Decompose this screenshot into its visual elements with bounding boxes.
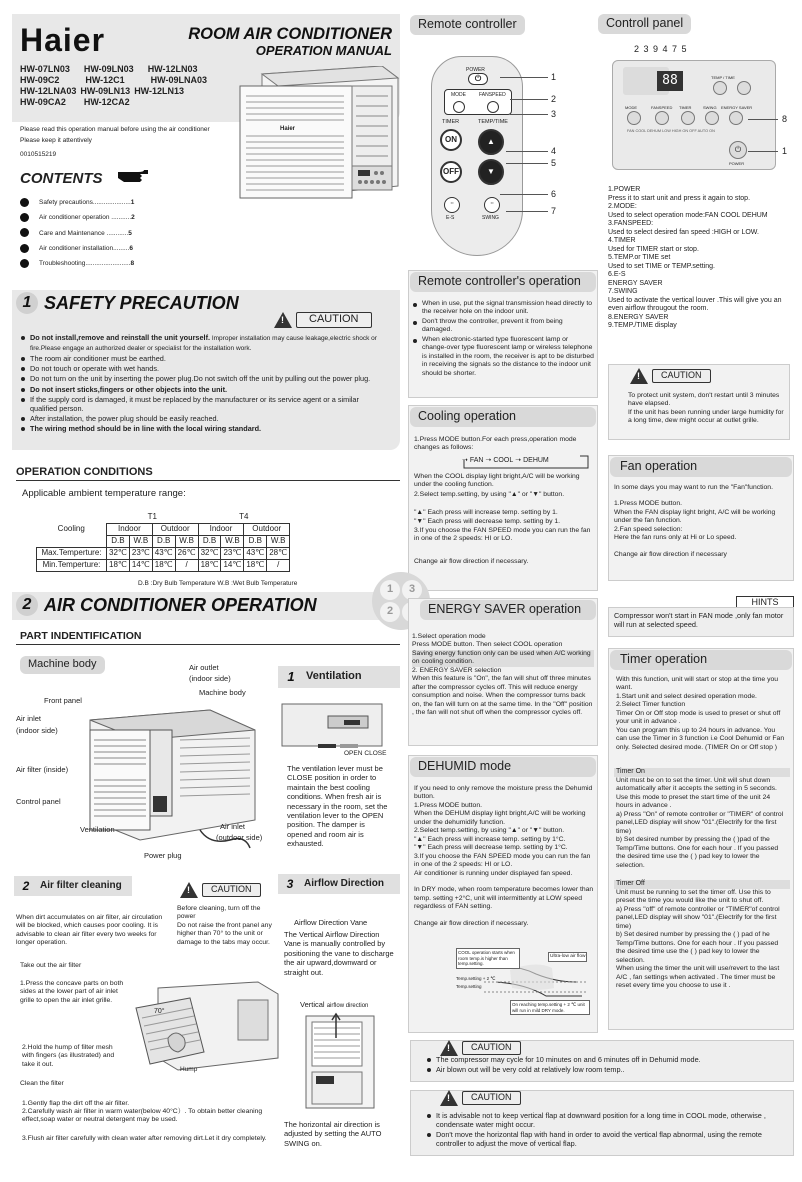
remote-callout: 3: [551, 109, 557, 119]
filter-clean-2: 2.Carefully wash air filter in warm water(below 40°C）. To obtain better cleaning effect,soap water or neutral detergent may be used.: [22, 1108, 263, 1124]
timer-panel-button[interactable]: [681, 111, 695, 125]
brand-logo: Haier: [20, 22, 106, 58]
safety-item: After installation, the power plug should be easily reached.: [20, 414, 388, 423]
panel-label: POWER: [729, 161, 745, 166]
filter-clean-3: 3.Flush air filter carefully with clean water after removing dirt.Let it dry completely.: [22, 1135, 267, 1142]
safety-caution: [274, 312, 372, 328]
filter-intro: When dirt accumulates on air filter, air circulation will be blocked, which causes poor cooling. It is advisable to clean air filter every two weeks for longer operation.: [16, 914, 163, 947]
ventilation-text: The ventilation lever must be CLOSE position in order to maintain the best cooling conditions. When fresh air is necessary in the room, set the ventilation lever to the OPEN position. The damper is opened and room air is exhausted.: [287, 764, 388, 848]
t4-header: T4: [198, 511, 290, 523]
vertical-airflow-diagram: [300, 1012, 380, 1112]
safety-item: The room air conditioner must be earthed.: [20, 354, 388, 363]
led-display: 88: [657, 71, 683, 91]
page-num: 3: [402, 580, 422, 600]
section-number: 3: [282, 876, 298, 892]
diagram-note: Ultra-low air flow: [548, 952, 587, 962]
contents-label: Safety precautions.....................: [39, 199, 131, 206]
remote-op-title: Remote controller's operation: [410, 272, 596, 292]
triangle-up-icon: ▲: [416, 835, 424, 843]
es-label: E-S: [446, 215, 455, 221]
panel-label: MODE: [625, 105, 637, 110]
contents-label: Care and Maintenance ............: [39, 229, 129, 237]
model: HW-12LN03: [147, 64, 198, 74]
timer-off-text: Unit must be running to set the timer off. Use this to preset the time you would like the unit to shut off. a) Press "off" of remote controller or "TIMER"of control panel,LED display will show "01".(Electrify for the first time) b) Set desired number by pressing the ( ) pad of he Temp/Time buttons. One for each hour . If you passed the desired time use the ( ) pad key to lower the selection. When using the timer the unit will use/revert to the last A/C , fan settings when activated . The timer must be reset every time you choose to use it .: [616, 889, 780, 990]
filter-caution-text: Before cleaning, turn off the power Do not raise the front panel any higher than 70° to the unit or damage to the tabs may occur.: [177, 905, 272, 946]
fanspeed-button[interactable]: [487, 101, 499, 113]
filter-caution: [180, 882, 261, 898]
panel-label: TIMER: [679, 105, 692, 110]
ventilation-title: Ventilation: [306, 670, 362, 683]
model: HW-09C2: [20, 75, 60, 85]
remote-op-list: [412, 300, 594, 379]
label-power-plug: Power plug: [144, 851, 182, 860]
safety-item: Do not turn on the unit by inserting the power plug.Do not switch off the unit by pulling out the power plug.: [20, 374, 388, 383]
safety-list: [20, 333, 388, 434]
contents-title: CONTENTS: [20, 170, 103, 187]
power-icon: ⏻: [734, 145, 742, 154]
panel-label: SWING: [703, 105, 717, 110]
vertical-label: Vertical airflow direction: [300, 1000, 369, 1009]
caution-label: CAUTION: [652, 369, 711, 382]
filter-clean-title: Clean the filter: [20, 1080, 64, 1087]
triangle-down-icon: ▼: [487, 167, 495, 176]
cycle-fan: FAN: [469, 456, 484, 464]
unit-logo: Haier: [280, 126, 296, 132]
contents-item[interactable]: [20, 195, 160, 210]
model: HW-09LNA03: [150, 75, 207, 85]
caution-bottom-1-header: [440, 1040, 521, 1056]
conditions-subtitle: Applicable ambient temperature range:: [22, 488, 186, 499]
dehumid-title: DEHUMID mode: [410, 757, 596, 777]
conditions-footnote: D.B :Dry Bulb Temperature W.B :Wet Bulb Temperature: [138, 580, 298, 587]
vent-open-close: [344, 750, 386, 758]
warning-icon: [180, 882, 198, 898]
panel-label: FANSPEED: [651, 105, 673, 110]
safety-item: Do not install,remove and reinstall the unit yourself. Improper installation may cause leakage,electric shock or fire.Please engage an authorized dealer or specialist for the installation work.: [20, 333, 388, 353]
remote-mode-group: [444, 89, 512, 115]
filter-header: [14, 876, 132, 896]
model: HW-12C1: [85, 75, 125, 85]
remote-callout: 6: [551, 189, 557, 199]
panel-callout-8: 8: [782, 114, 788, 124]
vent-close: CLOSE: [364, 750, 387, 757]
keep-note: Please keep it attentively: [20, 137, 92, 144]
panel-caution-text: To protect unit system, don't restart until 3 minutes have elapsed. If the unit has been running under large humidity for a long time, dew might occur at outlet grille.: [628, 392, 784, 425]
mode-button[interactable]: [453, 101, 465, 113]
safety-item: Do not touch or operate with wet hands.: [20, 364, 388, 373]
triangle-up-icon: ▲: [510, 491, 518, 498]
triangle-up-icon: ▲: [416, 509, 424, 516]
caution-label: CAUTION: [462, 1091, 521, 1104]
model-list: [20, 64, 240, 108]
timer-on-text: Unit must be on to set the timer. Unit will shut down automatically after it accepts the setting in 5 seconds. Use this mode to preset the start time of the unit 24 hours in advance . a) Press "On" of remote controller or "TIMER" of control panel,LED display will show "01".(Electrify for the first time) b) Set desired number by pressing the ( )pad of the Temp/Time buttons. One for each hour . If you passed the desired time use the ( ) pad key to lower the selection.: [616, 777, 784, 869]
panel-top-callouts: 2 3 9 4 7 5: [634, 44, 688, 54]
label-air-filter: Air filter (inside): [16, 765, 69, 774]
cooling-p7: Change air flow direction if necessary.: [414, 558, 529, 565]
page-num: 2: [380, 602, 400, 622]
list-item: When in use, put the signal transmission head directly to the receiver hole on the indoor unit.: [412, 300, 594, 317]
filter-diagram: [128, 978, 280, 1074]
section-number: 2: [16, 594, 38, 616]
temp-down-button[interactable]: [478, 159, 504, 185]
power-icon: ⏻: [474, 74, 482, 83]
cycle-cool: COOL: [493, 456, 514, 464]
label-air-inlet: Air inlet: [16, 714, 42, 723]
remote-controller: [431, 56, 523, 256]
contents-page: 5: [128, 229, 132, 237]
hints-label: HINTS: [736, 596, 794, 609]
fanspeed-label: FANSPEED: [479, 92, 506, 98]
warning-icon: [440, 1090, 458, 1106]
safety-header: [16, 292, 239, 315]
vent-open: OPEN: [344, 750, 363, 757]
diagram-note: COOL operation starts when room temp.is higher than temp.setting.: [456, 948, 520, 969]
energy-text: 1.Select operation mode Press MODE button. Then select COOL operation Saving energy function only can be used when A/C working on cooling condition. 2. ENERGY SAVER selection When this feature is "On", the fan will shut off three minutes after the compressor cycles off. This will reduce energy consumption and noise. When the compressor turns back on, the fan will turn on at the same time. In the "Off" position , the fan will not shut off when the compressor cycles off.: [412, 633, 593, 717]
vane-title: Airflow Direction Vane: [294, 918, 368, 927]
table-row: Min.Temperture: 18℃ 14℃ 18℃ / 18℃ 14℃ 18℃ /: [37, 559, 290, 571]
safety-item: If the supply cord is damaged, it must be replaced by the manufacturer or its service agent or a similar qualified person.: [20, 395, 388, 413]
manual-subtitle: OPERATION MANUAL: [255, 43, 392, 58]
mode-cycle: ➝ FAN ➝ COOL ➝ DEHUM: [462, 452, 592, 470]
on-button[interactable]: ON: [440, 129, 462, 151]
conditions-title: OPERATION CONDITIONS: [16, 466, 153, 478]
cooling-title: Cooling operation: [410, 407, 596, 427]
operation-header: [16, 594, 317, 617]
panel-label: ENERGY SAVER: [721, 105, 753, 110]
swing-label: SWING: [482, 215, 499, 221]
remote-power-label: POWER: [466, 67, 485, 73]
label-air-inlet-outdoor: Air inlet: [220, 822, 246, 831]
panel-caution: [630, 368, 711, 384]
machine-body-box: Machine body: [20, 656, 105, 674]
contents-page: 6: [129, 244, 133, 252]
warning-icon: [630, 368, 648, 384]
section-number: 1: [16, 292, 38, 314]
airflow-title: Airflow Direction: [304, 877, 385, 889]
triangle-up-icon: ▲: [487, 137, 495, 146]
operation-title: AIR CONDITIONER OPERATION: [44, 595, 317, 615]
manual-title: ROOM AIR CONDITIONER: [188, 25, 392, 43]
filter-hump-label: Hump: [180, 1066, 198, 1073]
timer-intro: With this function, unit will start or stop at the time you want. 1.Start unit and select desired operation mode. 2.Select Timer function Timer On or Off stop mode is used to preset or shut off your unit in advance . You can program this up to 24 hours in advance. You can use the Timer in 3 function i.e Cool Dehumid or Fan only. Selected desired mode. (TIMER On or Off stop ): [616, 676, 785, 751]
timer-off-title: Timer Off: [614, 880, 790, 889]
temp-up-panel-button[interactable]: [713, 81, 727, 95]
contents-label: Air conditioner operation ...........: [39, 214, 132, 222]
contents-page: 8: [130, 260, 135, 268]
pointing-hand-icon: [116, 166, 150, 190]
triangle-down-icon: ▼: [416, 844, 424, 852]
caution-bottom-2-header: [440, 1090, 521, 1106]
part-title: PART INDENTIFICATION: [20, 630, 142, 642]
remote-callout: 4: [551, 146, 557, 156]
panel-callout-1: 1: [782, 146, 788, 156]
safety-title: SAFETY PRECAUTION: [44, 293, 239, 313]
fan-text: In some days you may want to run the "Fan"function. 1.Press MODE button. When the FAN display light bright, A/C will be working under the fan function. 2.Fan speed selection: Here the fan runs only at Hi or Lo speed. Change air flow direction if necessary: [614, 484, 776, 558]
model: HW-12CA2: [83, 97, 130, 107]
ventilation-header: [278, 666, 400, 688]
part-rule: [16, 644, 400, 645]
cycle-dehum: DEHUM: [523, 456, 549, 464]
es-button[interactable]: ∙∙: [444, 197, 460, 213]
label-machine-body: Machine body: [199, 688, 246, 697]
energy-saver-panel-button[interactable]: [729, 111, 743, 125]
label-ventilation: Ventilation: [80, 825, 115, 834]
contents-label: Air conditioner installation.........: [39, 244, 130, 252]
filter-step-2: 2.Hold the hump of filter mesh with fingers (as illustrated) and take it out.: [22, 1044, 115, 1068]
mode-panel-button[interactable]: [627, 111, 641, 125]
contents-item[interactable]: [20, 241, 160, 256]
model: HW-12LNA03: [20, 86, 77, 96]
list-item: When electronic-started type fluorescent lamp or change-over type fluorescent lamp or wireless telephone is installed in the room, the receiver is apt to be disturbed in receiving the signals so the distance to the indoor unit should be shorter.: [412, 336, 594, 378]
diagram-note: Temp.setting: [456, 984, 482, 989]
power-button[interactable]: [468, 73, 488, 85]
caution-label: CAUTION: [202, 883, 261, 896]
doc-code: 0010515219: [20, 151, 57, 158]
caution-bottom-1-list: [426, 1055, 786, 1075]
conditions-rule: [16, 480, 400, 481]
caution-label: CAUTION: [296, 312, 372, 328]
contents-list: [20, 195, 160, 271]
section-number: 1: [282, 668, 300, 686]
control-panel-illustration: [612, 60, 776, 170]
triangle-down-icon: ▼: [532, 827, 539, 835]
diagram-note: Temp.setting + 2 ℃: [456, 976, 496, 981]
model: HW-07LN03: [20, 64, 70, 74]
contents-item[interactable]: [20, 210, 160, 225]
outdoor-header: Outdoor: [244, 523, 290, 535]
panel-sub-labels: FAN COOL DEHUM LOW HIGH ON OFF AUTO ON: [627, 129, 715, 133]
contents-page: 2: [131, 214, 135, 222]
triangle-down-icon: ▼: [532, 491, 539, 498]
remote-callout: 5: [551, 158, 557, 168]
temp-down-panel-button[interactable]: [737, 81, 751, 95]
temp-up-button[interactable]: [478, 129, 504, 155]
panel-title: Controll panel: [598, 14, 691, 34]
remote-callout: 1: [551, 72, 557, 82]
list-item: The compressor may cycle for 10 minutes on and 6 minutes off in Dehumid mode.: [426, 1055, 786, 1064]
table-row: Max.Temperture: 32℃ 23℃ 43℃ 26℃ 32℃ 23℃ 43℃ 28℃: [37, 547, 290, 559]
list-item: It is advisable not to keep vertical flap at downward position for a long time in COOL mode, otherwise , condensate water might occur.: [426, 1111, 786, 1129]
label-indoor-side: (indoor side): [189, 674, 231, 683]
cooling-p1: 1.Press MODE button.For each press,operation mode changes as follows:: [414, 436, 577, 452]
panel-label: TEMP / TIME: [711, 75, 735, 80]
filter-title: Air filter cleaning: [40, 879, 122, 891]
contents-item[interactable]: [20, 256, 160, 271]
outdoor-header: Outdoor: [152, 523, 198, 535]
t1-header: T1: [107, 511, 199, 523]
off-button[interactable]: OFF: [440, 161, 462, 183]
contents-item[interactable]: [20, 226, 160, 241]
label-front-panel: Front panel: [44, 696, 82, 705]
filter-angle: 70°: [154, 1008, 165, 1015]
triangle-down-icon: ▼: [416, 518, 424, 525]
cooling-p5: "▼" Each press will decrease temp. setting by 1.: [414, 518, 561, 525]
label-control-panel: Control panel: [16, 797, 61, 806]
list-item: Don't throw the controller, prevent it from being damaged.: [412, 318, 594, 335]
remote-callout: 7: [551, 206, 557, 216]
energy-title: ENERGY SAVER operation: [420, 600, 596, 620]
diagram-note: On reaching temp.setting + 2 ℃ unit will run in mild DRY mode.: [510, 1000, 590, 1015]
fan-title: Fan operation: [610, 457, 792, 477]
airflow-header: [278, 874, 400, 894]
panel-description: 1.POWER Press it to start unit and press it again to stop. 2.MODE: Used to select operation mode:FAN COOL DEHUM 3.FANSPEED: Used to select desired fan speed :HIGH or LOW. 4.TIMER Used for TIMER start or stop. 5.TEMP.or TIME set Used to set TIME or TEMP.setting. 6.E-S ENERGY SAVER 7.SWING Used to activate the vertical louver .This will give you an even airflow througout the room. 8.ENERGY SAVER 9.TEMP./TIME display: [608, 186, 782, 329]
cooling-p4: "▲" Each press will increase temp. setting by 1.: [414, 509, 558, 516]
label-outdoor-side: (outdoor side): [216, 833, 263, 842]
power-panel-button[interactable]: [729, 141, 747, 159]
ac-unit-illustration: [232, 66, 400, 202]
fanspeed-panel-button[interactable]: [655, 111, 669, 125]
remote-callout: 2: [551, 94, 557, 104]
indoor-header: Indoor: [198, 523, 244, 535]
cooling-p2: When the COOL display light bright,A/C will be working under the cooling function.: [414, 473, 580, 489]
contents-label: Troubleshooting.........................: [39, 260, 131, 268]
cooling-label: Cooling: [57, 523, 85, 533]
caution-label: CAUTION: [462, 1041, 521, 1054]
mode-label: MODE: [451, 92, 466, 98]
filter-take-out: Take out the air filter: [20, 962, 82, 969]
ventilation-diagram: [278, 700, 388, 750]
list-item: Don't move the horizontal flap with hand in order to avoid the vertical flap abnormal, using the remote controller to adjust the move of vertical flap.: [426, 1130, 786, 1148]
warning-icon: [274, 312, 292, 328]
hints-text: Compressor won't start in FAN mode ,only fan motor will run at selected speed.: [614, 611, 784, 630]
filter-clean-1: 1.Gently flap the dirt off the air filter.: [22, 1100, 130, 1107]
label-air-outlet: Air outlet: [189, 663, 219, 672]
caution-bottom-2-list: [426, 1111, 786, 1149]
timer-title: Timer operation: [610, 650, 792, 670]
swing-button[interactable]: ∙∙: [484, 197, 500, 213]
safety-item: Do not insert sticks,fingers or other objects into the unit.: [20, 385, 388, 394]
warning-icon: [440, 1040, 458, 1056]
triangle-up-icon: ▲: [510, 827, 518, 835]
timer-on-title: Timer On: [614, 768, 790, 777]
horizontal-text: The horizontal air direction is adjusted by setting the AUTO SWING on.: [284, 1120, 382, 1148]
swing-panel-button[interactable]: [705, 111, 719, 125]
safety-item: The wiring method should be in line with the local wiring standard.: [20, 424, 388, 433]
dehumid-diagram: [456, 948, 596, 1020]
model: HW-12LN13: [134, 86, 185, 96]
timer-label: TIMER: [442, 119, 460, 125]
section-number: 2: [18, 878, 34, 894]
model: HW-09CA2: [20, 97, 66, 107]
cooling-p6: 3.If you choose the FAN SPEED mode you can run the fan in one of the 2 speeds: HI or LO.: [414, 527, 591, 543]
cooling-p3: 2.Select temp.setting, by using "▲" or "▼" button.: [414, 491, 565, 498]
label-indoor-side: (indoor side): [16, 726, 58, 735]
dehumid-text: If you need to only remove the moisture press the Dehumid button. 1.Press MODE button. When the DEHUM display light bright,A/C will be working under the dehumidify function. 2.Select temp.setting, by using "▲" or "▼" button. "▲" Each press will increase temp. setting by 1°C. "▼" Each press will decrease temp. setting by 1°C. 3.If you choose the FAN SPEED mode you can run the fan in one of the 2 speeds: HI or LO. Air conditioner is running under displayed fan speed. In DRY mode, when room temperature becomes lower than temp. setting +2°C, unit will intermittently at LOW speed regardless of FAN setting. Change air flow direction if necessary.: [414, 785, 594, 927]
model: HW-09LN13: [80, 86, 131, 96]
filter-step-1: 1.Press the concave parts on both sides at the lower part of air inlet grille to open the air inlet grille.: [20, 980, 124, 1004]
list-item: Air blown out will be very cold at relatively low room temp..: [426, 1065, 786, 1074]
indoor-header: Indoor: [107, 523, 153, 535]
contents-page: 1: [130, 199, 135, 206]
remote-title: Remote controller: [410, 15, 525, 35]
model: HW-09LN03: [83, 64, 134, 74]
read-note: Please read this operation manual before using the air conditioner: [20, 126, 210, 133]
conditions-table: Cooling T1 T4 Indoor Outdoor Indoor Outdoor D.B W.B D.B W.B D.B W.B D.B W.B Max.Temperture: 32℃ 23℃ 43℃ 26℃ 32℃ 23℃ 43℃ 28℃ Min.Temperture: 18℃ 14℃ 18℃ / 18℃ 14℃ 18℃ /: [36, 511, 290, 572]
temp-label: TEMP/TIME: [478, 119, 508, 125]
vane-text: The Vertical Airflow Direction Vane is manually controlled by positioning the vane to discharge the air upward,downward or straight out.: [284, 930, 394, 977]
page-num: 1: [380, 580, 400, 600]
